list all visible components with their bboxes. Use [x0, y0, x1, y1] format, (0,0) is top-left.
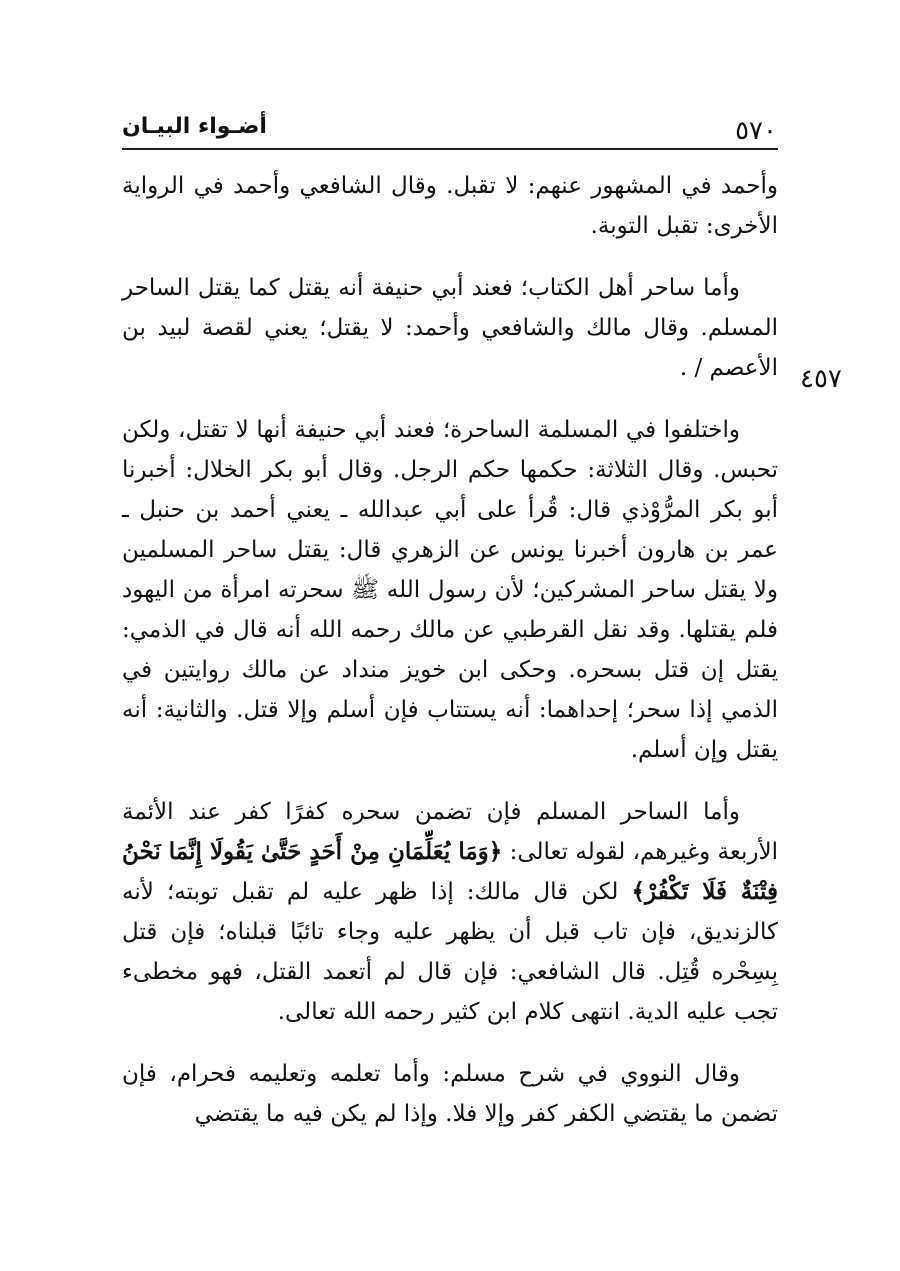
paragraph: وأما ساحر أهل الكتاب؛ فعند أبي حنيفة أنه يقتل كما يقتل الساحر المسلم. وقال مالك والشافعي وأحمد: لا يقتل؛ يعني لقصة لبيد بن الأعصم / .	[122, 275, 778, 381]
paragraph-text: وأما الساحر المسلم فإن تضمن سحره كفرًا كفر عند الأئمة الأربعة وغيرهم، لقوله تعالى:	[122, 799, 778, 865]
paragraph: وأحمد في المشهور عنهم: لا تقبل. وقال الشافعي وأحمد في الرواية الأخرى: تقبل التوبة.	[122, 173, 778, 239]
page-header	[122, 112, 777, 148]
header-rule	[122, 148, 778, 150]
paragraph-text: لكن قال مالك: إذا ظهر عليه لم تقبل توبته؛ لأنه كالزنديق، فإن تاب قبل أن يظهر عليه وجاء تائبًا قبلناه؛ فإن قتل بِسِحْره قُتِل. قال الشافعي: فإن قال لم أتعمد القتل، فهو مخطىء تجب عليه الدية. انتهى كلام ابن كثير رحمه الله تعالى.	[122, 879, 779, 1025]
margin-page-marker: ٤٥٧	[800, 364, 842, 394]
paragraph	[122, 792, 778, 1032]
paragraph: وقال النووي في شرح مسلم: وأما تعلمه وتعليمه فحرام، فإن تضمن ما يقتضي الكفر كفر وإلا فلا. وإذا لم يكن فيه ما يقتضي	[122, 1061, 778, 1127]
paragraph: واختلفوا في المسلمة الساحرة؛ فعند أبي حنيفة أنها لا تقتل، ولكن تحبس. وقال الثلاثة: حكمها حكم الرجل. وقال أبو بكر الخلال: أخبرنا أبو بكر المرُّوْذي قال: قُرأ على أبي عبدالله ـ يعني أحمد بن حنبل ـ عمر بن هارون أخبرنا يونس عن الزهري قال: يقتل ساحر المسلمين ولا يقتل ساحر المشركين؛ لأن رسول الله ﷺ سحرته امرأة من اليهود فلم يقتلها. وقد نقل القرطبي عن مالك رحمه الله أنه قال في الذمي: يقتل إن قتل بسحره. وحكى ابن خويز منداد عن مالك روايتين في الذمي إذا سحر؛ إحداهما: أنه يستتاب فإن أسلم وإلا قتل. والثانية: أنه يقتل وإن أسلم.	[122, 417, 778, 763]
book-title: أضـواء البيـان	[122, 114, 267, 139]
body-text	[122, 166, 778, 1156]
page-number: ٥٧٠	[735, 116, 777, 146]
quran-verse: ﴿وَمَا يُعَلِّمَانِ مِنْ أَحَدٍ حَتَّىٰ يَقُولَا إِنَّمَا نَحْنُ فِتْنَةٌ فَلَا تَكْفُرْ﴾	[122, 838, 778, 905]
